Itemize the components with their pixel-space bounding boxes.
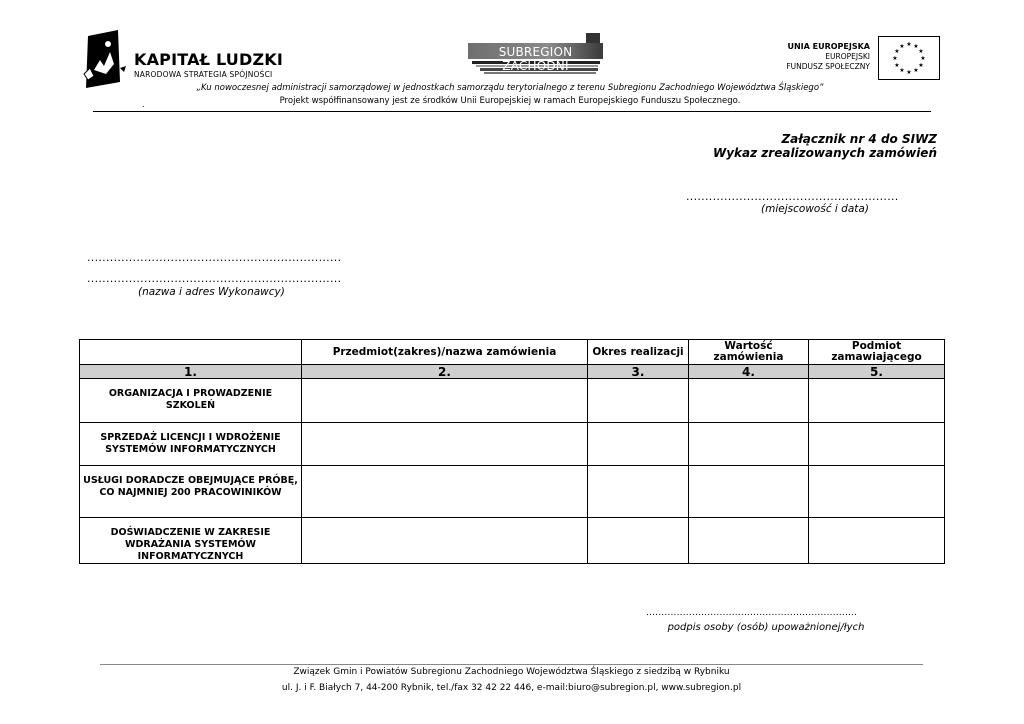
- eu-flag-icon: [878, 36, 940, 80]
- annex-name: Wykaz zrealizowanych zamówień: [713, 146, 937, 160]
- column-number: 1.: [80, 365, 302, 379]
- value-cell: [689, 379, 809, 423]
- value-cell: [689, 518, 809, 564]
- client-cell: [809, 379, 945, 423]
- client-cell: [809, 518, 945, 564]
- annex-title: [713, 132, 937, 160]
- column-number: 2.: [302, 365, 588, 379]
- eu-logo-line1: UNIA EUROPEJSKA: [787, 42, 870, 51]
- kapital-ludzki-emblem-icon: [80, 30, 132, 90]
- svg-text:★: ★: [899, 67, 905, 74]
- svg-text:★: ★: [899, 43, 905, 50]
- category-cell: ORGANIZACJA I PROWADZENIE SZKOLEŃ: [80, 379, 302, 423]
- annex-number: Załącznik nr 4 do SIWZ: [781, 132, 937, 146]
- period-cell: [588, 379, 689, 423]
- header-stray-mark: .: [142, 100, 145, 109]
- column-number: 3.: [588, 365, 689, 379]
- period-cell: [588, 466, 689, 518]
- table-header-cell: Wartość zamówienia: [689, 340, 809, 365]
- subject-cell: [302, 423, 588, 466]
- table-header-cell: Podmiot zamawiającego: [809, 340, 945, 365]
- period-cell: [588, 518, 689, 564]
- kapital-ludzki-subtitle: NARODOWA STRATEGIA SPÓJNOŚCI: [134, 70, 273, 79]
- subject-cell: [302, 379, 588, 423]
- signature-label: podpis osoby (osób) upoważnionej/łych: [667, 622, 865, 633]
- subject-cell: [302, 466, 588, 518]
- signature-field: .....................................................................: [646, 608, 858, 618]
- svg-text:★: ★: [920, 55, 926, 62]
- table-number-row: [80, 365, 945, 379]
- eu-logo-text: [786, 42, 870, 72]
- table-header-cell: Przedmiot(zakres)/nazwa zamówienia: [302, 340, 588, 365]
- place-date-label: (miejscowość i data): [761, 203, 869, 215]
- svg-text:★: ★: [894, 48, 900, 55]
- column-number: 4.: [689, 365, 809, 379]
- subregion-zachodni-logo: [468, 33, 603, 75]
- subject-cell: [302, 518, 588, 564]
- table-header-cell: [80, 340, 302, 365]
- eu-logo-line2: EUROPEJSKI: [825, 52, 870, 61]
- place-date-field: ........................................................: [686, 190, 899, 203]
- value-cell: [689, 466, 809, 518]
- orders-table: [79, 339, 945, 564]
- period-cell: [588, 423, 689, 466]
- footer-divider: [100, 664, 923, 665]
- kapital-ludzki-logo: [80, 30, 284, 90]
- table-header-cell: Okres realizacji: [588, 340, 689, 365]
- svg-text:★: ★: [894, 62, 900, 69]
- column-number: 5.: [809, 365, 945, 379]
- table-row: [80, 379, 945, 423]
- svg-text:★: ★: [918, 48, 924, 55]
- contractor-field-line-2: ...................................................................: [87, 272, 342, 285]
- svg-text:★: ★: [906, 41, 912, 48]
- category-cell: DOŚWIADCZENIE W ZAKRESIE WDRAŻANIA SYSTEMÓW INFORMATYCZNYCH: [80, 518, 302, 564]
- table-row: [80, 518, 945, 564]
- table-row: [80, 466, 945, 518]
- category-cell: USŁUGI DORADCZE OBEJMUJĄCE PRÓBĘ, CO NAJMNIEJ 200 PRACOWINIKÓW: [80, 466, 302, 518]
- category-cell: SPRZEDAŻ LICENCJI I WDROŻENIE SYSTEMÓW INFORMATYCZNYCH: [80, 423, 302, 466]
- footer-organization: Związek Gmin i Powiatów Subregionu Zachodniego Województwa Śląskiego z siedzibą w Rybniku: [293, 667, 730, 677]
- table-row: [80, 423, 945, 466]
- client-cell: [809, 423, 945, 466]
- client-cell: [809, 466, 945, 518]
- header-funding-note: Projekt współfinansowany jest ze środków Unii Europejskiej w ramach Europejskiego Funduszu Społecznego.: [279, 96, 741, 106]
- contractor-label: (nazwa i adres Wykonawcy): [138, 286, 285, 298]
- value-cell: [689, 423, 809, 466]
- svg-text:★: ★: [913, 43, 919, 50]
- svg-text:★: ★: [913, 67, 919, 74]
- svg-text:★: ★: [906, 69, 912, 76]
- table-header-row: [80, 340, 945, 365]
- contractor-field-line-1: ...................................................................: [87, 251, 342, 264]
- eu-logo: [782, 36, 940, 82]
- header-divider: [93, 111, 931, 112]
- svg-text:★: ★: [918, 62, 924, 69]
- svg-text:★: ★: [892, 55, 898, 62]
- subregion-logo-text: SUBREGION ZACHODNI: [498, 45, 573, 73]
- footer-contact: ul. J. i F. Białych 7, 44-200 Rybnik, tel./fax 32 42 22 446, e-mail:biuro@subregion.pl, www.subregion.pl: [281, 683, 742, 693]
- kapital-ludzki-title: KAPITAŁ LUDZKI: [134, 50, 284, 69]
- eu-logo-line3: FUNDUSZ SPOŁECZNY: [786, 62, 870, 71]
- header-project-title: „Ku nowoczesnej administracji samorządowej w jednostkach samorządu terytorialnego z terenu Subregionu Zachodniego Województwa Śląskiego”: [196, 83, 824, 93]
